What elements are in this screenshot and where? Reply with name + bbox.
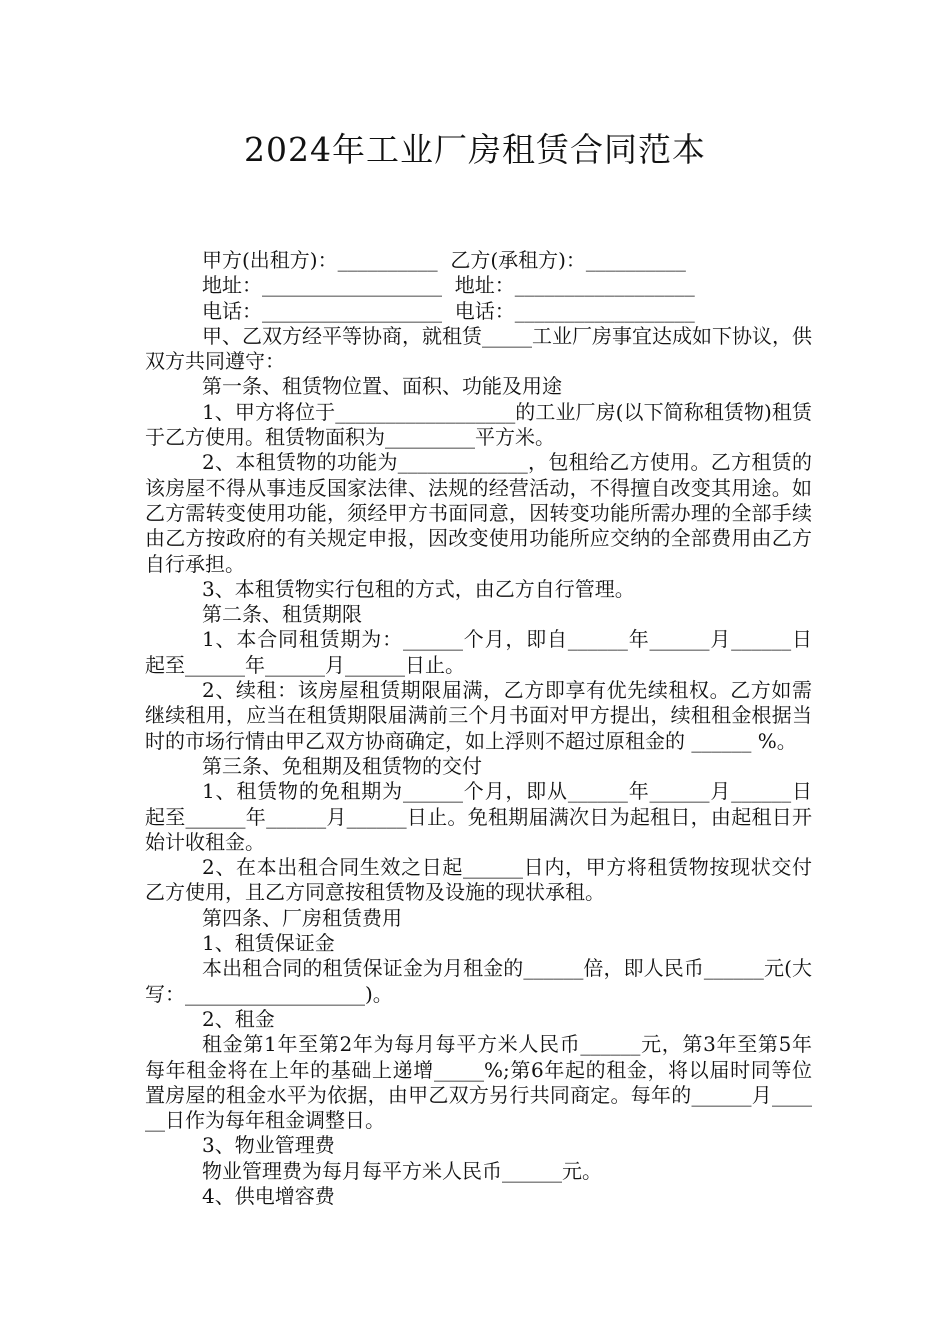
article-2-clause-2: 2、续租：该房屋租赁期限届满，乙方即享有优先续租权。乙方如需继续租用，应当在租赁期限届满前三个月书面对甲方提出，续租租金根据当时的市场行情由甲乙双方协商确定，如上浮则不超过原租金的 ______ %。	[145, 678, 812, 753]
rent-heading: 2、租金	[202, 1006, 275, 1031]
article-4-heading: 第四条、厂房租赁费用	[202, 905, 402, 930]
article-3-heading: 第三条、免租期及租赁物的交付	[202, 753, 482, 778]
article-3-clause-2: 2、在本出租合同生效之日起______日内，甲方将租赁物按现状交付乙方使用，且乙方同意按租赁物及设施的现状承租。	[145, 855, 812, 905]
article-3-clause-1: 1、租赁物的免租期为______个月，即从______年______月______日起至______年______月______日止。免租期届满次日为起租日，由起租日开始计收租金。	[145, 779, 812, 854]
party-a-b-line: 甲方(出租方)：__________ 乙方(承租方)：__________	[202, 248, 686, 272]
rent-paragraph: 租金第1年至第2年为每月每平方米人民币______元，第3年至第5年每年租金将在上年的基础上递增_____%;第6年起的租金，将以届时同等位置房屋的租金水平为依据，由甲乙双方另行共同商定。每年的______月______日作为每年租金调整日。	[145, 1032, 812, 1133]
phone-line: 电话：__________________ 电话：__________________	[202, 298, 695, 323]
article-2-heading: 第二条、租赁期限	[202, 602, 362, 627]
article-1-clause-1: 1、甲方将位于__________________的工业厂房(以下简称租赁物)租赁于乙方使用。租赁物面积为_________平方米。	[145, 399, 812, 450]
intro-paragraph: 甲、乙双方经平等协商，就租赁_____工业厂房事宜达成如下协议，供双方共同遵守：	[145, 323, 812, 374]
management-fee-heading: 3、物业管理费	[202, 1133, 335, 1158]
deposit-paragraph: 本出租合同的租赁保证金为月租金的______倍，即人民币______元(大写：__________________)。	[145, 956, 812, 1006]
document-title: 2024年工业厂房租赁合同范本	[244, 130, 706, 169]
article-1-clause-2: 2、本租赁物的功能为_____________，包租给乙方使用。乙方租赁的该房屋不得从事违反国家法律、法规的经营活动，不得擅自改变其用途。如乙方需转变使用功能，须经甲方书面同意，因转变功能所需办理的全部手续由乙方按政府的有关规定申报，因改变使用功能所应交纳的全部费用由乙方自行承担。	[145, 450, 812, 576]
address-line: 地址：__________________ 地址：__________________	[202, 273, 695, 298]
article-1-clause-3: 3、本租赁物实行包租的方式，由乙方自行管理。	[202, 576, 635, 601]
article-2-clause-1: 1、本合同租赁期为：______个月，即自______年______月______日起至______年______月______日止。	[145, 627, 812, 677]
deposit-heading: 1、租赁保证金	[202, 931, 335, 956]
article-1-heading: 第一条、租赁物位置、面积、功能及用途	[202, 374, 562, 399]
document-body	[145, 248, 812, 1209]
power-capacity-fee-heading: 4、供电增容费	[202, 1183, 335, 1208]
management-fee-paragraph: 物业管理费为每月每平方米人民币______元。	[202, 1158, 602, 1183]
